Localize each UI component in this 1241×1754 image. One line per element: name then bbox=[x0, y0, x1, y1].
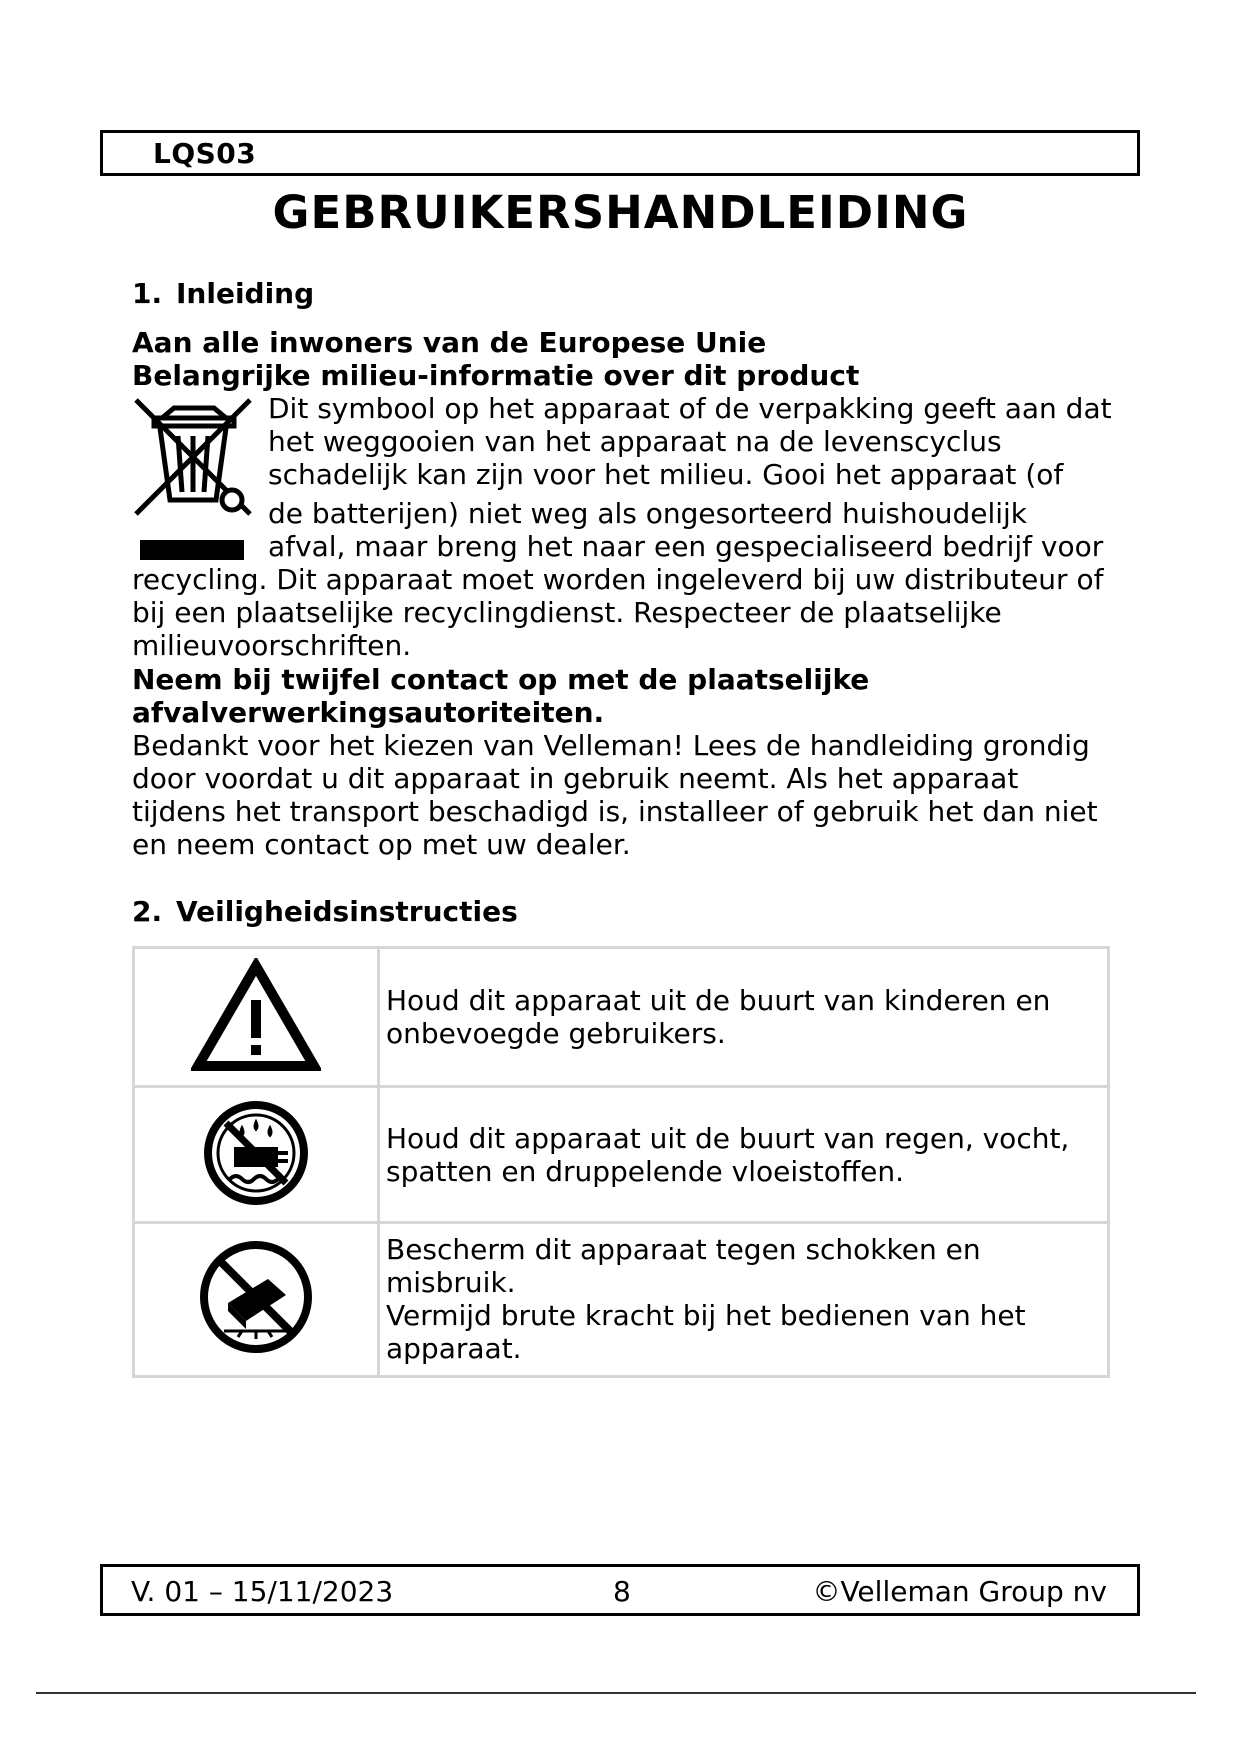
safety-text-line: apparaat. bbox=[386, 1332, 522, 1366]
safety-text-cell bbox=[379, 948, 1109, 1087]
bottom-divider bbox=[36, 1692, 1196, 1694]
section-1-number: 1. bbox=[132, 277, 163, 310]
footer-version: V. 01 – 15/11/2023 bbox=[131, 1575, 394, 1608]
header-box bbox=[100, 130, 1140, 176]
safety-text-line: Vermijd brute kracht bij het bedienen van het bbox=[386, 1299, 1026, 1333]
safety-text-line: Houd dit apparaat uit de buurt van regen, vocht, bbox=[386, 1121, 1070, 1155]
section-2-title: Veiligheidsinstructies bbox=[176, 895, 518, 928]
model-number: LQS03 bbox=[153, 137, 257, 170]
thanks-text-line-4: en neem contact op met uw dealer. bbox=[132, 828, 631, 861]
document-title: GEBRUIKERSHANDLEIDING bbox=[272, 186, 969, 239]
section-2-number: 2. bbox=[132, 895, 163, 928]
icon-cell bbox=[134, 1222, 379, 1376]
contact-authorities-line-1: Neem bij twijfel contact op met de plaatselijke bbox=[132, 663, 870, 696]
icon-cell bbox=[134, 1087, 379, 1223]
footer-box bbox=[100, 1564, 1140, 1616]
table-row bbox=[134, 1222, 1109, 1376]
safety-text-line: onbevoegde gebruikers. bbox=[386, 1017, 726, 1051]
thanks-text-line-2: door voordat u dit apparaat in gebruik neemt. Als het apparaat bbox=[132, 762, 1019, 795]
footer-copyright: ©Velleman Group nv bbox=[812, 1575, 1107, 1608]
safety-text-cell bbox=[379, 1087, 1109, 1223]
recycling-text-line-2: bij een plaatselijke recyclingdienst. Respecteer de plaatselijke bbox=[132, 596, 1002, 629]
contact-authorities-line-2: afvalverwerkingsautoriteiten. bbox=[132, 696, 605, 729]
safety-text-line: spatten en druppelende vloeistoffen. bbox=[386, 1154, 905, 1188]
safety-text-cell bbox=[379, 1222, 1109, 1376]
table-row bbox=[134, 948, 1109, 1087]
safety-text-line: Houd dit apparaat uit de buurt van kinderen en bbox=[386, 984, 1051, 1018]
section-1-heading bbox=[132, 277, 314, 310]
thanks-text-line-1: Bedankt voor het kiezen van Velleman! Lees de handleiding grondig bbox=[132, 729, 1090, 762]
footer-page-number: 8 bbox=[613, 1575, 631, 1608]
icon-cell bbox=[134, 948, 379, 1087]
section-1-title: Inleiding bbox=[176, 277, 315, 310]
safety-instructions-table bbox=[132, 946, 1110, 1378]
crossed-out-wheelie-bin-icon bbox=[132, 396, 257, 568]
weee-text-line-5: afval, maar breng het naar een gespecialiseerd bedrijf voor bbox=[268, 530, 1104, 563]
thanks-text-line-3: tijdens het transport beschadigd is, installeer of gebruik het dan niet bbox=[132, 795, 1098, 828]
no-impact-icon bbox=[198, 1239, 314, 1355]
environment-info-line: Belangrijke milieu-informatie over dit product bbox=[132, 359, 860, 392]
table-row bbox=[134, 1087, 1109, 1223]
weee-text-line-4: de batterijen) niet weg als ongesorteerd huishoudelijk bbox=[268, 497, 1028, 530]
eu-residents-line: Aan alle inwoners van de Europese Unie bbox=[132, 326, 767, 359]
warning-triangle-icon bbox=[191, 958, 321, 1073]
no-moisture-icon bbox=[200, 1097, 312, 1209]
recycling-text-line-1: recycling. Dit apparaat moet worden ingeleverd bij uw distributeur of bbox=[132, 563, 1104, 596]
weee-text-line-2: het weggooien van het apparaat na de levenscyclus bbox=[268, 425, 1002, 458]
safety-text-line: Bescherm dit apparaat tegen schokken en misbruik. bbox=[386, 1233, 981, 1300]
weee-text-line-1: Dit symbool op het apparaat of de verpakking geeft aan dat bbox=[268, 392, 1112, 425]
section-2-heading bbox=[132, 895, 518, 928]
recycling-text-line-3: milieuvoorschriften. bbox=[132, 629, 412, 662]
weee-text-line-3: schadelijk kan zijn voor het milieu. Gooi het apparaat (of bbox=[268, 458, 1064, 491]
